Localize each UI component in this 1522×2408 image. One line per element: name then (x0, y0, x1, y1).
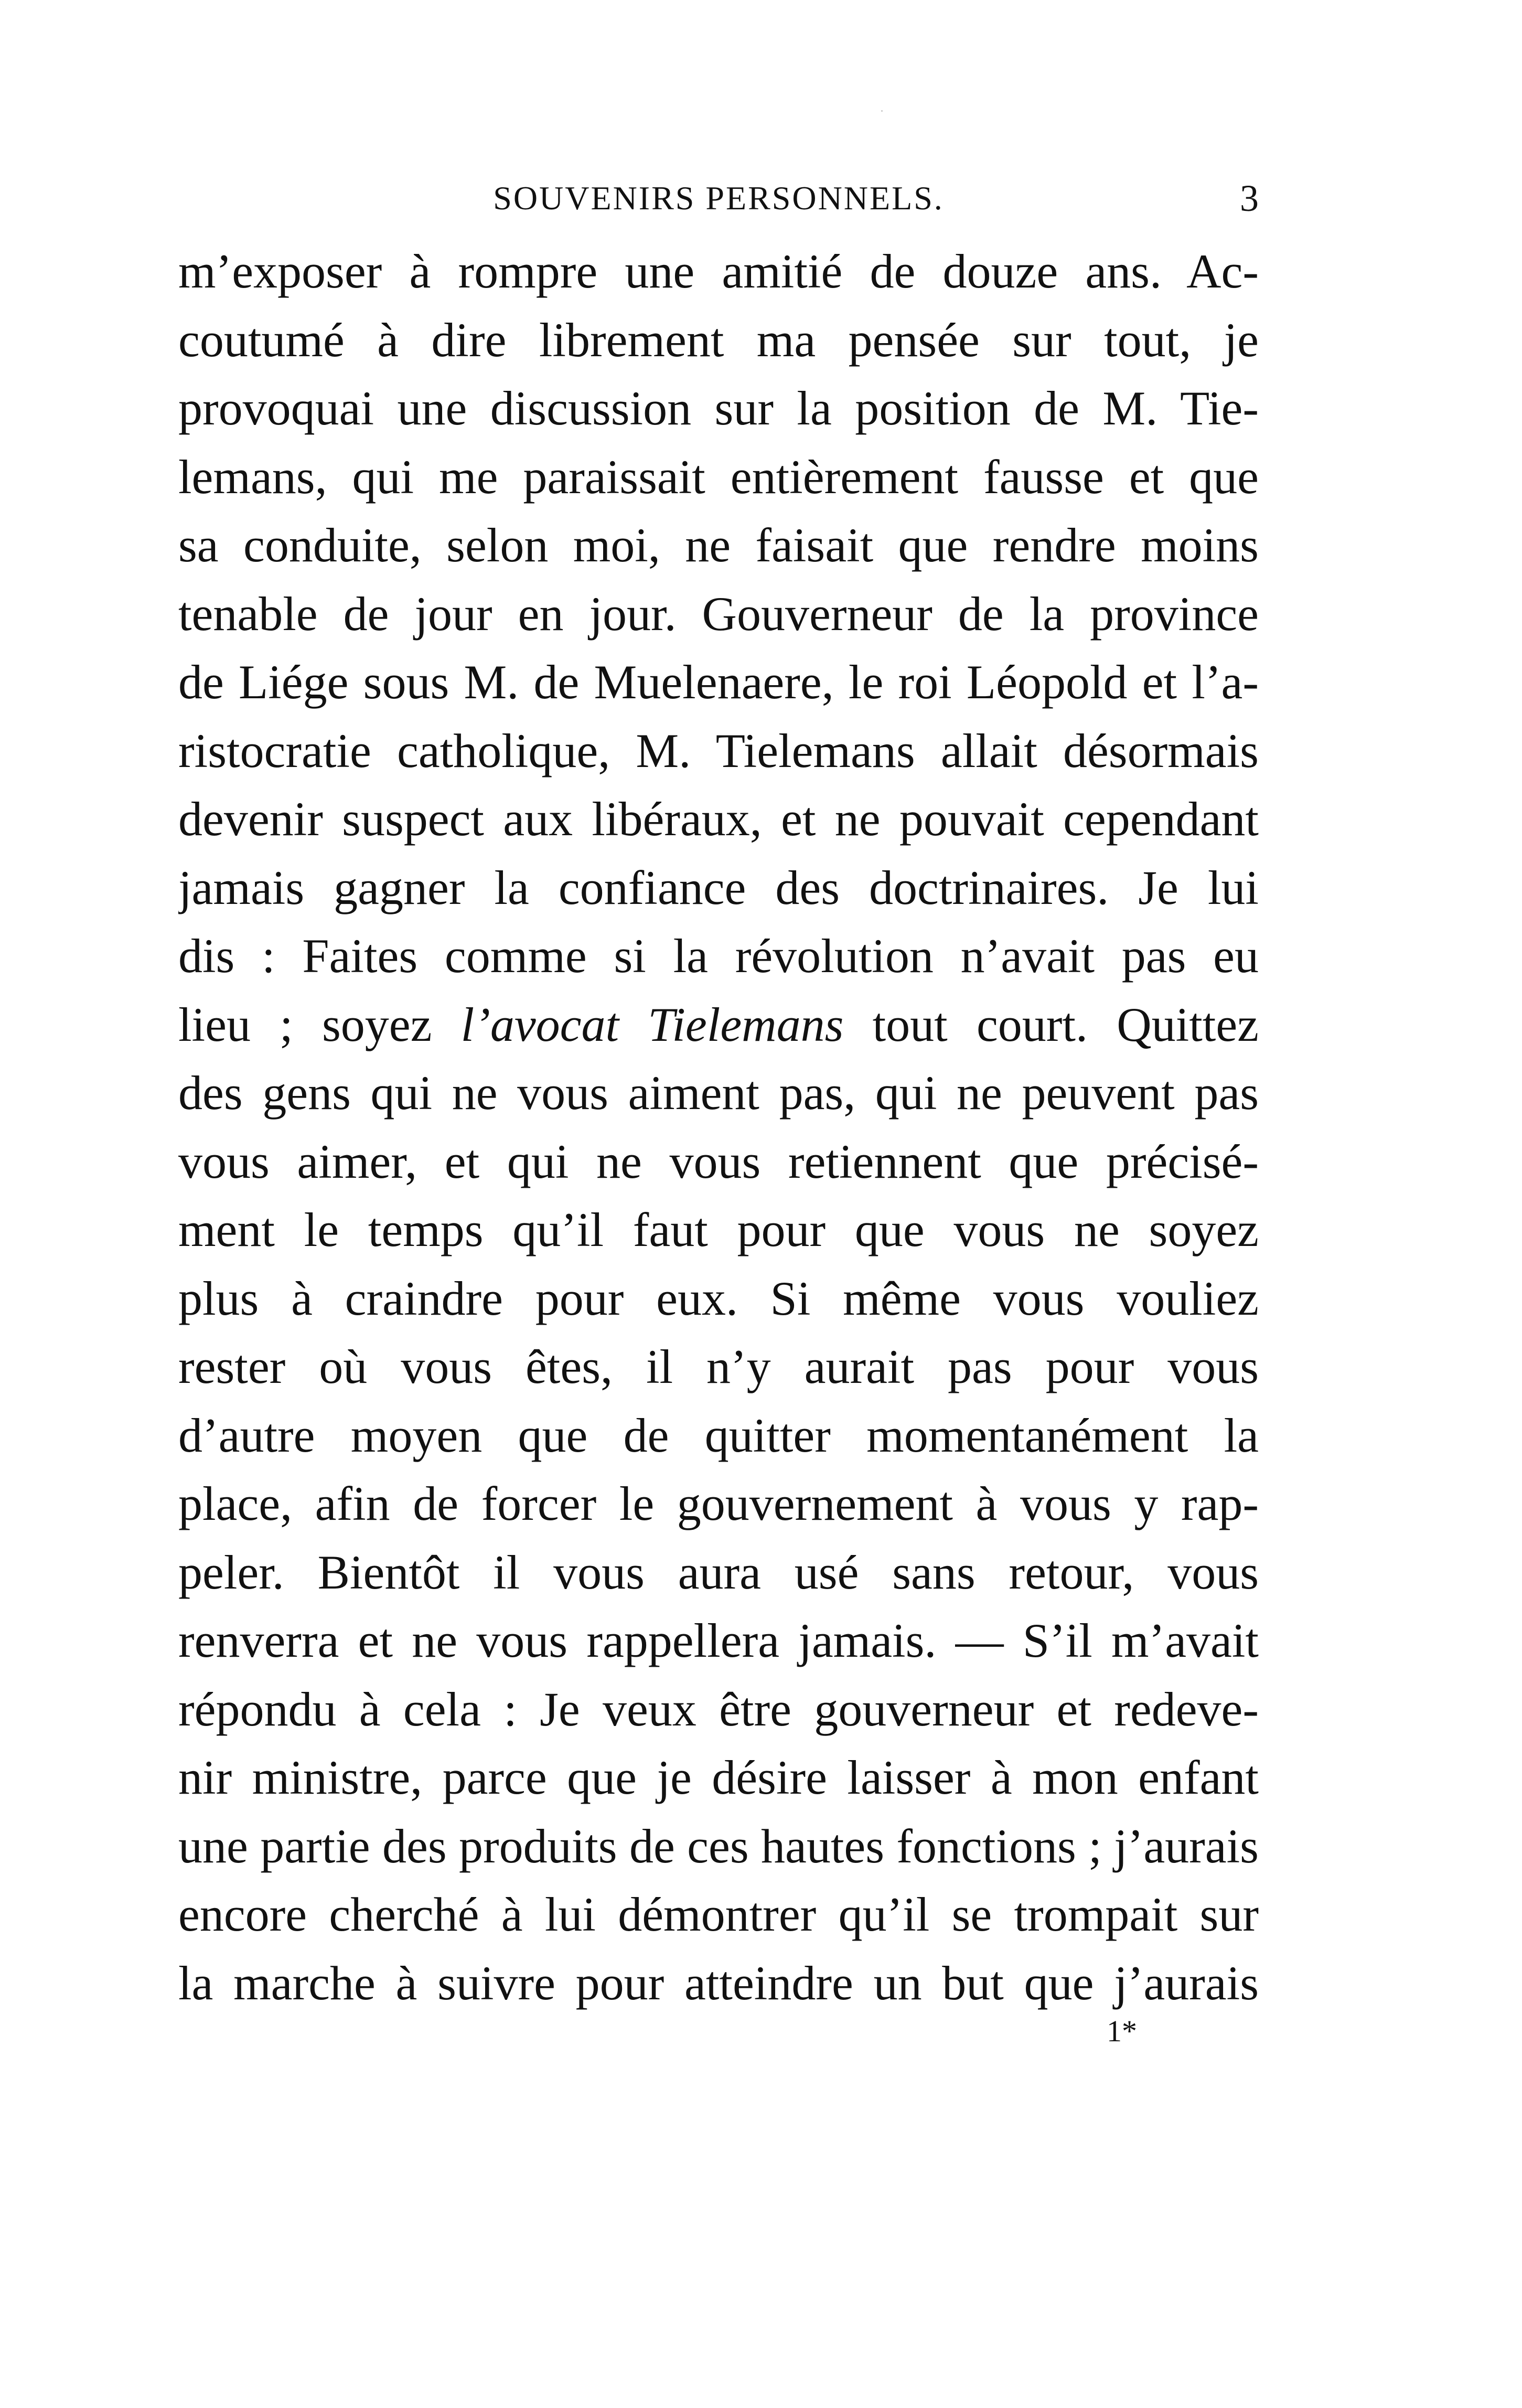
page-number: 3 (1240, 177, 1259, 219)
text-line: une partie des produits de ces hautes fonctions ; j’aurais (178, 1819, 1259, 1873)
text-line: lemans, qui me paraissait entièrement fausse et que (178, 450, 1259, 504)
text-line: rester où vous êtes, il n’y aurait pas pour vous (178, 1340, 1259, 1393)
running-title: SOUVENIRS PERSONNELS. (493, 179, 944, 217)
text-line: place, afin de forcer le gouvernement à vous y rap- (178, 1477, 1259, 1530)
italic-phrase: l’avocat Tielemans (460, 997, 844, 1051)
paper-speck (881, 110, 883, 112)
text-line: ristocratie catholique, M. Tielemans allait désormais (178, 723, 1259, 777)
text-line: m’exposer à rompre une amitié de douze ans. Ac- (178, 244, 1259, 298)
text-line: plus à craindre pour eux. Si même vous vouliez (178, 1271, 1259, 1325)
text-line: la marche à suivre pour atteindre un but que j’aurais (178, 1956, 1259, 2010)
text-line: dis : Faites comme si la révolution n’avait pas eu (178, 929, 1259, 983)
text-line: jamais gagner la confiance des doctrinaires. Je lui (178, 860, 1259, 914)
text-line: peler. Bientôt il vous aura usé sans retour, vous (178, 1545, 1259, 1599)
text-line: renverra et ne vous rappellera jamais. — S’il m’avait (178, 1614, 1259, 1667)
text-line: provoquai une discussion sur la position de M. Tie- (178, 381, 1259, 435)
text-line-with-italic (178, 990, 1259, 1059)
text-line: de Liége sous M. de Muelenaere, le roi Léopold et l’a- (178, 655, 1259, 709)
text-line: tenable de jour en jour. Gouverneur de la province (178, 587, 1259, 641)
text-line: ment le temps qu’il faut pour que vous ne soyez (178, 1203, 1259, 1256)
text-line: vous aimer, et qui ne vous retiennent que précisé- (178, 1134, 1259, 1188)
text-line: encore cherché à lui démontrer qu’il se trompait sur (178, 1888, 1259, 1941)
text-line: répondu à cela : Je veux être gouverneur et redeve- (178, 1682, 1259, 1736)
text-segment: tout court. Quittez (843, 997, 1259, 1051)
text-line: nir ministre, parce que je désire laisser à mon enfant (178, 1751, 1259, 1804)
text-line: d’autre moyen que de quitter momentanément la (178, 1408, 1259, 1462)
running-head (178, 167, 1259, 230)
body-text (178, 237, 1259, 2017)
text-line: devenir suspect aux libéraux, et ne pouvait cependant (178, 792, 1259, 846)
signature-mark: 1* (1107, 2014, 1137, 2048)
text-line: des gens qui ne vous aiment pas, qui ne peuvent pas (178, 1066, 1259, 1120)
text-line: coutumé à dire librement ma pensée sur tout, je (178, 313, 1259, 367)
text-segment: lieu ; soyez (178, 997, 461, 1051)
text-line: sa conduite, selon moi, ne faisait que rendre moins (178, 518, 1259, 572)
